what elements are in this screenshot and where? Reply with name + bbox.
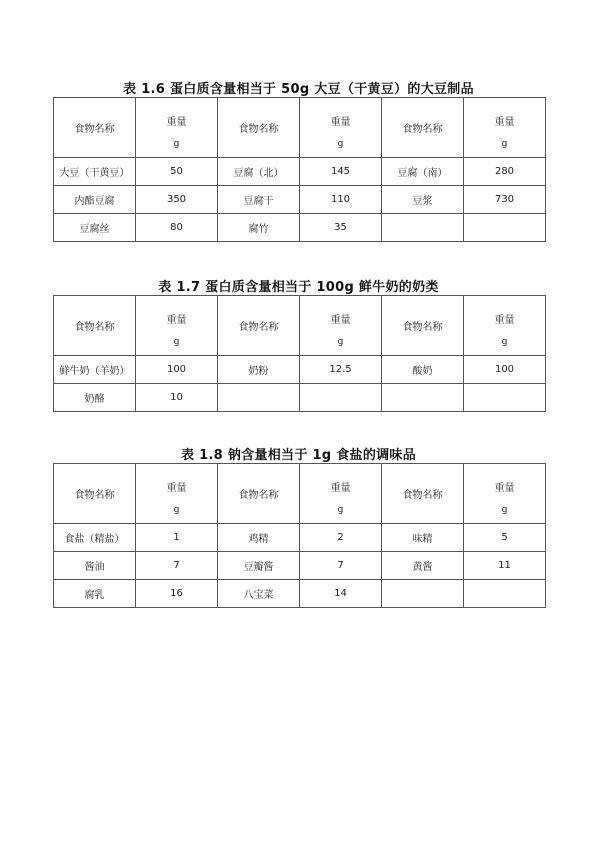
header-weight: 重量 g — [300, 98, 382, 158]
weight-cell: 1 — [136, 524, 218, 552]
weight-cell: 100 — [464, 356, 546, 384]
table-row — [54, 384, 546, 412]
weight-cell — [464, 580, 546, 608]
food-name-cell: 豆腐（南） — [382, 158, 464, 186]
weight-cell: 50 — [136, 158, 218, 186]
weight-cell — [464, 214, 546, 242]
data-table — [53, 295, 546, 412]
weight-cell: 7 — [300, 552, 382, 580]
food-name-cell: 豆瓣酱 — [218, 552, 300, 580]
header-weight: 重量 g — [464, 98, 546, 158]
weight-cell: 14 — [300, 580, 382, 608]
header-food-name: 食物名称 — [54, 98, 136, 158]
table-row — [54, 524, 546, 552]
table-header-row — [54, 464, 546, 524]
header-food-name: 食物名称 — [218, 464, 300, 524]
table-header-row — [54, 296, 546, 356]
weight-cell: 7 — [136, 552, 218, 580]
food-name-cell: 腐竹 — [218, 214, 300, 242]
food-name-cell: 食盐（精盐） — [54, 524, 136, 552]
header-food-name: 食物名称 — [218, 98, 300, 158]
table-row — [54, 356, 546, 384]
food-name-cell: 大豆（干黄豆） — [54, 158, 136, 186]
table-row — [54, 214, 546, 242]
food-name-cell: 八宝菜 — [218, 580, 300, 608]
food-name-cell: 内酯豆腐 — [54, 186, 136, 214]
weight-cell: 730 — [464, 186, 546, 214]
table-header-row — [54, 98, 546, 158]
food-name-cell: 腐乳 — [54, 580, 136, 608]
weight-cell: 12.5 — [300, 356, 382, 384]
weight-cell: 5 — [464, 524, 546, 552]
weight-cell: 10 — [136, 384, 218, 412]
weight-cell: 35 — [300, 214, 382, 242]
food-name-cell: 奶粉 — [218, 356, 300, 384]
food-name-cell — [218, 384, 300, 412]
header-food-name: 食物名称 — [382, 296, 464, 356]
table-row — [54, 158, 546, 186]
food-name-cell: 奶酪 — [54, 384, 136, 412]
data-table — [53, 97, 546, 242]
header-food-name: 食物名称 — [218, 296, 300, 356]
weight-cell: 280 — [464, 158, 546, 186]
food-name-cell — [382, 384, 464, 412]
header-weight: 重量 g — [136, 296, 218, 356]
weight-cell — [300, 384, 382, 412]
food-name-cell — [382, 580, 464, 608]
food-name-cell: 豆腐（北） — [218, 158, 300, 186]
header-weight: 重量 g — [136, 98, 218, 158]
food-name-cell — [382, 214, 464, 242]
table-title: 表 1.7 蛋白质含量相当于 100g 鲜牛奶的奶类 — [158, 280, 439, 295]
header-weight: 重量 g — [464, 464, 546, 524]
header-weight: 重量 g — [464, 296, 546, 356]
food-name-cell: 味精 — [382, 524, 464, 552]
table-row — [54, 580, 546, 608]
weight-cell: 100 — [136, 356, 218, 384]
header-food-name: 食物名称 — [382, 98, 464, 158]
table-title: 表 1.8 钠含量相当于 1g 食盐的调味品 — [180, 448, 417, 463]
weight-cell: 11 — [464, 552, 546, 580]
weight-cell: 350 — [136, 186, 218, 214]
weight-cell: 110 — [300, 186, 382, 214]
header-food-name: 食物名称 — [54, 464, 136, 524]
header-food-name: 食物名称 — [54, 296, 136, 356]
data-table — [53, 463, 546, 608]
food-name-cell: 酱油 — [54, 552, 136, 580]
food-name-cell: 鸡精 — [218, 524, 300, 552]
weight-cell — [464, 384, 546, 412]
food-name-cell: 鲜牛奶（羊奶） — [54, 356, 136, 384]
header-weight: 重量 g — [136, 464, 218, 524]
table-row — [54, 186, 546, 214]
food-name-cell: 豆浆 — [382, 186, 464, 214]
weight-cell: 80 — [136, 214, 218, 242]
food-name-cell: 豆腐丝 — [54, 214, 136, 242]
food-name-cell: 黄酱 — [382, 552, 464, 580]
header-weight: 重量 g — [300, 296, 382, 356]
header-weight: 重量 g — [300, 464, 382, 524]
table-row — [54, 552, 546, 580]
header-food-name: 食物名称 — [382, 464, 464, 524]
food-name-cell: 豆腐干 — [218, 186, 300, 214]
food-name-cell: 酸奶 — [382, 356, 464, 384]
weight-cell: 145 — [300, 158, 382, 186]
weight-cell: 16 — [136, 580, 218, 608]
weight-cell: 2 — [300, 524, 382, 552]
table-title: 表 1.6 蛋白质含量相当于 50g 大豆（干黄豆）的大豆制品 — [123, 82, 474, 97]
